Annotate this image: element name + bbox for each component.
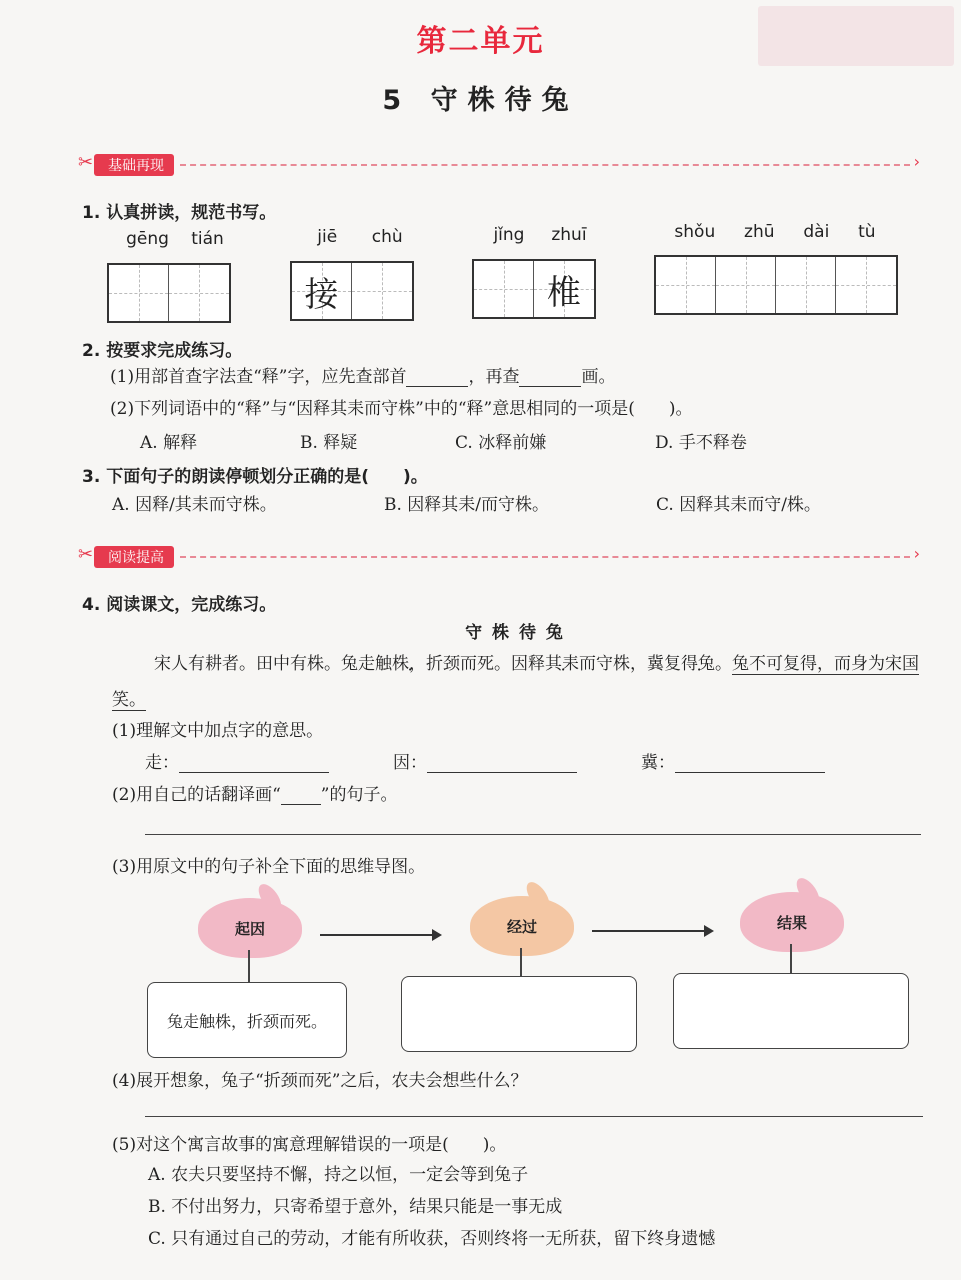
option[interactable]: C. 因释其耒而守/株。 [656,495,821,515]
q3-options [112,490,892,515]
q4-sub4: (4)展开想象，兔子“折颈而死”之后，农夫会想些什么？ [112,1071,528,1091]
divider [180,164,910,166]
connector [248,950,250,982]
divider [180,556,910,558]
section-header-reading [80,546,920,568]
word-blanks: 走： 因： 冀： [145,748,825,773]
passage-title: 守 株 待 兔 [465,623,565,643]
option[interactable]: D. 手不释卷 [655,433,747,453]
pinyin: jiē [317,227,338,247]
section-label: 阅读提高 [94,546,174,568]
q2-sub1: (1)用部首查字法查“释”字，应先查部首 ，再查 画。 [110,367,616,387]
q2-options [140,428,840,453]
answer-blank[interactable] [406,386,468,387]
pinyin: tián [191,229,224,249]
rabbit-node-cause: 起因 [198,898,302,958]
writing-grid[interactable] [107,263,231,323]
section-header-basic [80,154,920,176]
map-box-cause: 兔走触株，折颈而死。 [147,982,347,1058]
q1-title: 1. 认真拼读，规范书写。 [82,203,277,223]
pinyin-group [660,222,890,242]
q4-sub2: (2)用自己的话翻译画“ ”的句子。 [112,785,398,805]
answer-line[interactable] [145,834,921,835]
pinyin-group [480,225,600,245]
option[interactable]: A. 解释 [140,433,198,453]
pinyin-group [300,227,420,247]
answer-blank[interactable] [519,386,581,387]
option[interactable]: A. 农夫只要坚持不懈，持之以恒，一定会等到兔子 [148,1165,529,1185]
answer-blank[interactable] [179,748,329,773]
answer-blank[interactable] [427,748,577,773]
map-box-process[interactable] [401,976,637,1052]
pinyin: dài [803,222,830,242]
answer-blank[interactable] [675,748,825,773]
lesson-title: 5 守株待兔 [382,85,579,116]
writing-grid[interactable]: 椎 [472,259,596,319]
writing-grid[interactable] [654,255,898,315]
option[interactable]: B. 释疑 [300,433,358,453]
q3-title: 3. 下面句子的朗读停顿划分正确的是( )。 [82,467,428,487]
pinyin: jǐng [493,225,525,245]
section-label: 基础再现 [94,154,174,176]
flow-arrow [320,934,440,936]
passage: 宋人有耕者。田中有株。兔走 ·触株，折颈而死。因 ·释其耒而守株，冀 ·复得兔。兔不可复得，而身为宋国笑。 [112,646,922,718]
q2-sub2: (2)下列词语中的“释”与“因释其耒而守株”中的“释”意思相同的一项是( )。 [110,399,693,419]
q4-sub5: (5)对这个寓言故事的寓意理解错误的一项是( )。 [112,1135,507,1155]
q2-title: 2. 按要求完成练习。 [82,341,243,361]
option[interactable]: A. 因释/其耒而守株。 [112,495,277,515]
connector [790,944,792,976]
q4-sub3: (3)用原文中的句子补全下面的思维导图。 [112,857,426,877]
answer-line[interactable] [145,1116,923,1117]
pinyin: shǒu [674,222,716,242]
pinyin: zhuī [551,225,587,245]
option[interactable]: C. 只有通过自己的劳动，才能有所收获，否则终将一无所获，留下终身遗憾 [148,1229,716,1249]
option[interactable]: C. 冰释前嫌 [455,433,547,453]
arrow-icon: › [913,544,920,563]
scissors-icon: ✂ [78,544,94,565]
option[interactable]: B. 不付出努力，只寄希望于意外，结果只能是一事无成 [148,1197,563,1217]
pinyin: gēng [126,229,169,249]
scissors-icon: ✂ [78,152,94,173]
writing-grid[interactable]: 接 [290,261,414,321]
arrow-icon: › [913,152,920,171]
unit-title: 第二单元 [416,24,545,59]
option[interactable]: B. 因释其耒/而守株。 [384,495,550,515]
pinyin-group [115,229,235,249]
flow-arrow [592,930,712,932]
rabbit-node-process: 经过 [470,896,574,956]
q4-title: 4. 阅读课文，完成练习。 [82,595,277,615]
pinyin: zhū [744,222,775,242]
rabbit-node-result: 结果 [740,892,844,952]
pinyin: chù [371,227,403,247]
pinyin: tù [858,222,876,242]
q4-sub1: (1)理解文中加点字的意思。 [112,721,324,741]
map-box-result[interactable] [673,973,909,1049]
